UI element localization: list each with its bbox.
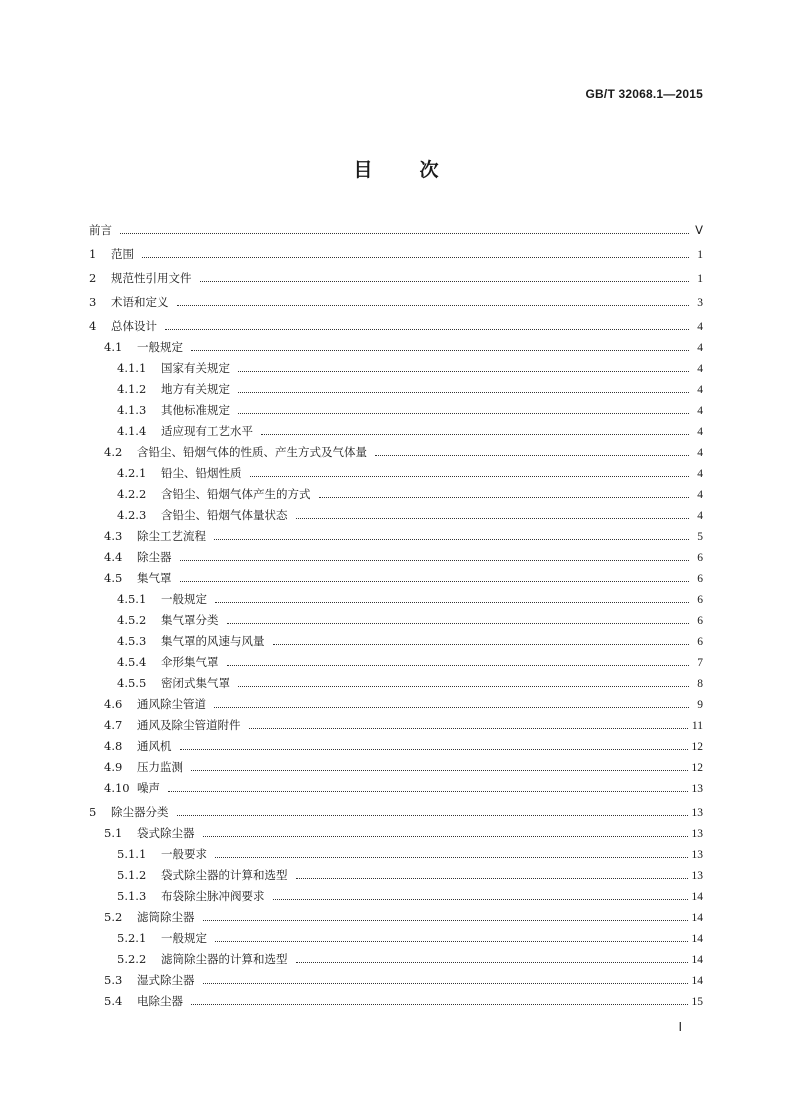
toc-entry[interactable] xyxy=(89,802,703,823)
toc-entry[interactable] xyxy=(89,244,703,265)
toc-entry-page: 14 xyxy=(691,954,703,966)
toc-entry-page: 9 xyxy=(697,699,703,711)
toc-entry-page: 13 xyxy=(691,828,703,840)
toc-entry-number: 5.4 xyxy=(104,994,123,1008)
toc-leader-dots xyxy=(238,413,689,414)
toc-entry[interactable] xyxy=(89,463,703,484)
toc-entry-title: 总体设计 xyxy=(111,319,157,333)
page-title xyxy=(0,155,792,182)
toc-entry-number: 5.1.2 xyxy=(117,868,147,882)
toc-entry[interactable] xyxy=(89,568,703,589)
toc-entry-number: 4.1.2 xyxy=(117,382,147,396)
toc-leader-dots xyxy=(203,920,688,921)
toc-entry-number: 4.5 xyxy=(104,571,123,585)
toc-entry-number: 5.2.2 xyxy=(117,952,147,966)
toc-leader-dots xyxy=(238,686,689,687)
toc-entry-number: 4.1 xyxy=(104,340,123,354)
toc-entry-page: 11 xyxy=(691,720,703,732)
toc-entry[interactable] xyxy=(89,949,703,970)
toc-leader-dots xyxy=(215,941,688,942)
toc-leader-dots xyxy=(249,728,688,729)
toc-leader-dots xyxy=(215,857,688,858)
toc-leader-dots xyxy=(214,539,689,540)
toc-entry[interactable] xyxy=(89,736,703,757)
toc-entry-number: 4.6 xyxy=(104,697,123,711)
toc-entry-number: 4.5.5 xyxy=(117,676,147,690)
toc-entry-number: 4.5.1 xyxy=(117,592,147,606)
title-char-1: 目 xyxy=(353,159,373,181)
toc-entry[interactable] xyxy=(89,631,703,652)
toc-entry-number: 5.3 xyxy=(104,973,123,987)
toc-entry-number: 5.1.1 xyxy=(117,847,147,861)
toc-leader-dots xyxy=(165,329,689,330)
toc-leader-dots xyxy=(191,770,688,771)
toc-entry[interactable] xyxy=(89,547,703,568)
toc-entry-page: 6 xyxy=(697,594,703,606)
toc-entry-number: 4.2.2 xyxy=(117,487,147,501)
toc-entry[interactable] xyxy=(89,484,703,505)
toc-entry-number: 5.1.3 xyxy=(117,889,147,903)
toc-entry-page: 1 xyxy=(697,273,703,285)
toc-entry-title: 滤筒除尘器的计算和选型 xyxy=(161,952,288,966)
toc-entry-title: 一般要求 xyxy=(161,847,207,861)
toc-leader-dots xyxy=(191,350,689,351)
toc-entry-title: 伞形集气罩 xyxy=(161,655,219,669)
toc-entry[interactable] xyxy=(89,442,703,463)
toc-entry[interactable] xyxy=(89,220,703,241)
toc-leader-dots xyxy=(180,560,690,561)
toc-entry[interactable] xyxy=(89,778,703,799)
toc-entry-title: 除尘器分类 xyxy=(111,805,169,819)
toc-leader-dots xyxy=(319,497,690,498)
toc-leader-dots xyxy=(180,581,690,582)
toc-entry-page: 12 xyxy=(691,741,703,753)
toc-entry-page: 14 xyxy=(691,891,703,903)
toc-leader-dots xyxy=(238,371,689,372)
toc-leader-dots xyxy=(250,476,690,477)
toc-entry-page: 4 xyxy=(697,468,703,480)
toc-entry-page: 13 xyxy=(691,783,703,795)
toc-entry-title: 通风及除尘管道附件 xyxy=(137,718,241,732)
toc-entry[interactable] xyxy=(89,400,703,421)
toc-entry[interactable] xyxy=(89,268,703,289)
toc-entry-title: 集气罩的风速与风量 xyxy=(161,634,265,648)
toc-entry-page: 13 xyxy=(691,807,703,819)
toc-entry-page: 4 xyxy=(697,510,703,522)
toc-entry[interactable] xyxy=(89,991,703,1012)
toc-leader-dots xyxy=(238,392,689,393)
toc-leader-dots xyxy=(273,644,690,645)
toc-entry-title: 密闭式集气罩 xyxy=(161,676,230,690)
toc-entry[interactable] xyxy=(89,715,703,736)
toc-entry-page: 6 xyxy=(697,573,703,585)
toc-entry-page: 4 xyxy=(697,405,703,417)
toc-entry[interactable] xyxy=(89,526,703,547)
toc-entry-title: 除尘工艺流程 xyxy=(137,529,206,543)
toc-leader-dots xyxy=(273,899,688,900)
toc-leader-dots xyxy=(296,878,688,879)
toc-entry-title: 一般规定 xyxy=(161,592,207,606)
toc-entry-number: 1 xyxy=(89,247,97,261)
toc-leader-dots xyxy=(261,434,689,435)
toc-entry[interactable] xyxy=(89,928,703,949)
toc-leader-dots xyxy=(177,815,688,816)
toc-entry-title: 一般规定 xyxy=(161,931,207,945)
toc-entry[interactable] xyxy=(89,886,703,907)
toc-entry-number: 4.1.4 xyxy=(117,424,147,438)
toc-entry-number: 5.2.1 xyxy=(117,931,147,945)
toc-entry[interactable] xyxy=(89,652,703,673)
toc-leader-dots xyxy=(227,665,690,666)
toc-entry-title: 集气罩 xyxy=(137,571,172,585)
toc-entry-page: 7 xyxy=(697,657,703,669)
toc-leader-dots xyxy=(214,707,689,708)
toc-entry-title: 前言 xyxy=(89,223,112,237)
toc-entry-number: 4.7 xyxy=(104,718,123,732)
toc-entry-page: 13 xyxy=(691,870,703,882)
toc-entry-title: 噪声 xyxy=(137,781,160,795)
toc-leader-dots xyxy=(227,623,690,624)
toc-leader-dots xyxy=(180,749,688,750)
toc-entry-title: 一般规定 xyxy=(137,340,183,354)
toc-entry-number: 5.1 xyxy=(104,826,123,840)
toc-entry-number: 4 xyxy=(89,319,97,333)
toc-entry-page: 14 xyxy=(691,975,703,987)
toc-entry-page: 4 xyxy=(697,321,703,333)
toc-entry-page: 4 xyxy=(697,342,703,354)
toc-entry-title: 除尘器 xyxy=(137,550,172,564)
toc-entry-number: 4.4 xyxy=(104,550,123,564)
toc-entry-number: 4.5.2 xyxy=(117,613,147,627)
toc-leader-dots xyxy=(168,791,688,792)
toc-entry-title: 集气罩分类 xyxy=(161,613,219,627)
toc-entry-page: 14 xyxy=(691,912,703,924)
toc-entry-page: 3 xyxy=(697,297,703,309)
toc-entry-page: 6 xyxy=(697,615,703,627)
toc-entry[interactable] xyxy=(89,844,703,865)
toc-leader-dots xyxy=(203,836,688,837)
toc-entry-title: 压力监测 xyxy=(137,760,183,774)
toc-entry-page: 8 xyxy=(697,678,703,690)
toc-leader-dots xyxy=(120,233,689,234)
toc-entry[interactable] xyxy=(89,358,703,379)
toc-entry-page: 4 xyxy=(697,384,703,396)
toc-entry-title: 适应现有工艺水平 xyxy=(161,424,253,438)
toc-entry[interactable] xyxy=(89,673,703,694)
toc-entry-page: 5 xyxy=(697,531,703,543)
toc-entry[interactable] xyxy=(89,337,703,358)
toc-leader-dots xyxy=(215,602,689,603)
toc-entry-title: 通风除尘管道 xyxy=(137,697,206,711)
toc-entry-title: 含铅尘、铅烟气体的性质、产生方式及气体量 xyxy=(137,445,367,459)
toc-entry[interactable] xyxy=(89,694,703,715)
toc-leader-dots xyxy=(375,455,689,456)
table-of-contents xyxy=(89,220,703,1012)
toc-entry-title: 含铅尘、铅烟气体量状态 xyxy=(161,508,288,522)
toc-entry-page: Ⅴ xyxy=(695,225,703,237)
toc-entry-title: 湿式除尘器 xyxy=(137,973,195,987)
toc-entry-title: 地方有关规定 xyxy=(161,382,230,396)
toc-entry-title: 国家有关规定 xyxy=(161,361,230,375)
toc-entry[interactable] xyxy=(89,379,703,400)
toc-leader-dots xyxy=(200,281,690,282)
toc-entry-page: 4 xyxy=(697,489,703,501)
toc-entry-title: 其他标准规定 xyxy=(161,403,230,417)
toc-entry-title: 袋式除尘器 xyxy=(137,826,195,840)
toc-entry-title: 术语和定义 xyxy=(111,295,169,309)
toc-entry-number: 4.5.4 xyxy=(117,655,147,669)
toc-entry-number: 3 xyxy=(89,295,97,309)
standard-code: GB/T 32068.1—2015 xyxy=(585,87,703,101)
toc-leader-dots xyxy=(296,518,690,519)
toc-entry-title: 铅尘、铅烟性质 xyxy=(161,466,242,480)
toc-entry-page: 4 xyxy=(697,447,703,459)
toc-entry-page: 13 xyxy=(691,849,703,861)
toc-entry-number: 5.2 xyxy=(104,910,123,924)
toc-entry-page: 4 xyxy=(697,363,703,375)
toc-entry-number: 4.2 xyxy=(104,445,123,459)
toc-entry-number: 4.1.3 xyxy=(117,403,147,417)
toc-entry[interactable] xyxy=(89,970,703,991)
toc-leader-dots xyxy=(203,983,688,984)
toc-leader-dots xyxy=(191,1004,688,1005)
toc-entry[interactable] xyxy=(89,610,703,631)
toc-entry[interactable] xyxy=(89,757,703,778)
toc-entry-number: 2 xyxy=(89,271,97,285)
toc-entry-number: 4.8 xyxy=(104,739,123,753)
toc-entry-title: 通风机 xyxy=(137,739,172,753)
toc-entry[interactable] xyxy=(89,907,703,928)
toc-entry-number: 4.3 xyxy=(104,529,123,543)
toc-entry-number: 4.2.3 xyxy=(117,508,147,522)
toc-entry-number: 5 xyxy=(89,805,97,819)
toc-entry-page: 1 xyxy=(697,249,703,261)
toc-entry[interactable] xyxy=(89,421,703,442)
toc-entry[interactable] xyxy=(89,589,703,610)
toc-entry-title: 规范性引用文件 xyxy=(111,271,192,285)
toc-entry-number: 4.10 xyxy=(104,781,130,795)
toc-entry-title: 含铅尘、铅烟气体产生的方式 xyxy=(161,487,311,501)
toc-entry[interactable] xyxy=(89,505,703,526)
toc-entry-title: 布袋除尘脉冲阀要求 xyxy=(161,889,265,903)
toc-entry-number: 4.1.1 xyxy=(117,361,147,375)
toc-entry-page: 4 xyxy=(697,426,703,438)
toc-entry-page: 12 xyxy=(691,762,703,774)
toc-entry-number: 4.5.3 xyxy=(117,634,147,648)
toc-entry[interactable] xyxy=(89,316,703,337)
toc-entry[interactable] xyxy=(89,292,703,313)
toc-entry-title: 袋式除尘器的计算和选型 xyxy=(161,868,288,882)
toc-entry-title: 电除尘器 xyxy=(137,994,183,1008)
toc-entry-page: 14 xyxy=(691,933,703,945)
toc-entry-title: 范围 xyxy=(111,247,134,261)
page-folio: Ⅰ xyxy=(678,1020,682,1034)
toc-entry-number: 4.9 xyxy=(104,760,123,774)
toc-leader-dots xyxy=(296,962,688,963)
toc-entry-page: 6 xyxy=(697,552,703,564)
toc-entry-number: 4.2.1 xyxy=(117,466,147,480)
toc-entry-title: 滤筒除尘器 xyxy=(137,910,195,924)
toc-entry-page: 15 xyxy=(691,996,703,1008)
toc-entry[interactable] xyxy=(89,865,703,886)
toc-entry[interactable] xyxy=(89,823,703,844)
title-char-2: 次 xyxy=(419,159,439,181)
toc-entry-page: 6 xyxy=(697,636,703,648)
toc-leader-dots xyxy=(177,305,690,306)
toc-leader-dots xyxy=(142,257,689,258)
